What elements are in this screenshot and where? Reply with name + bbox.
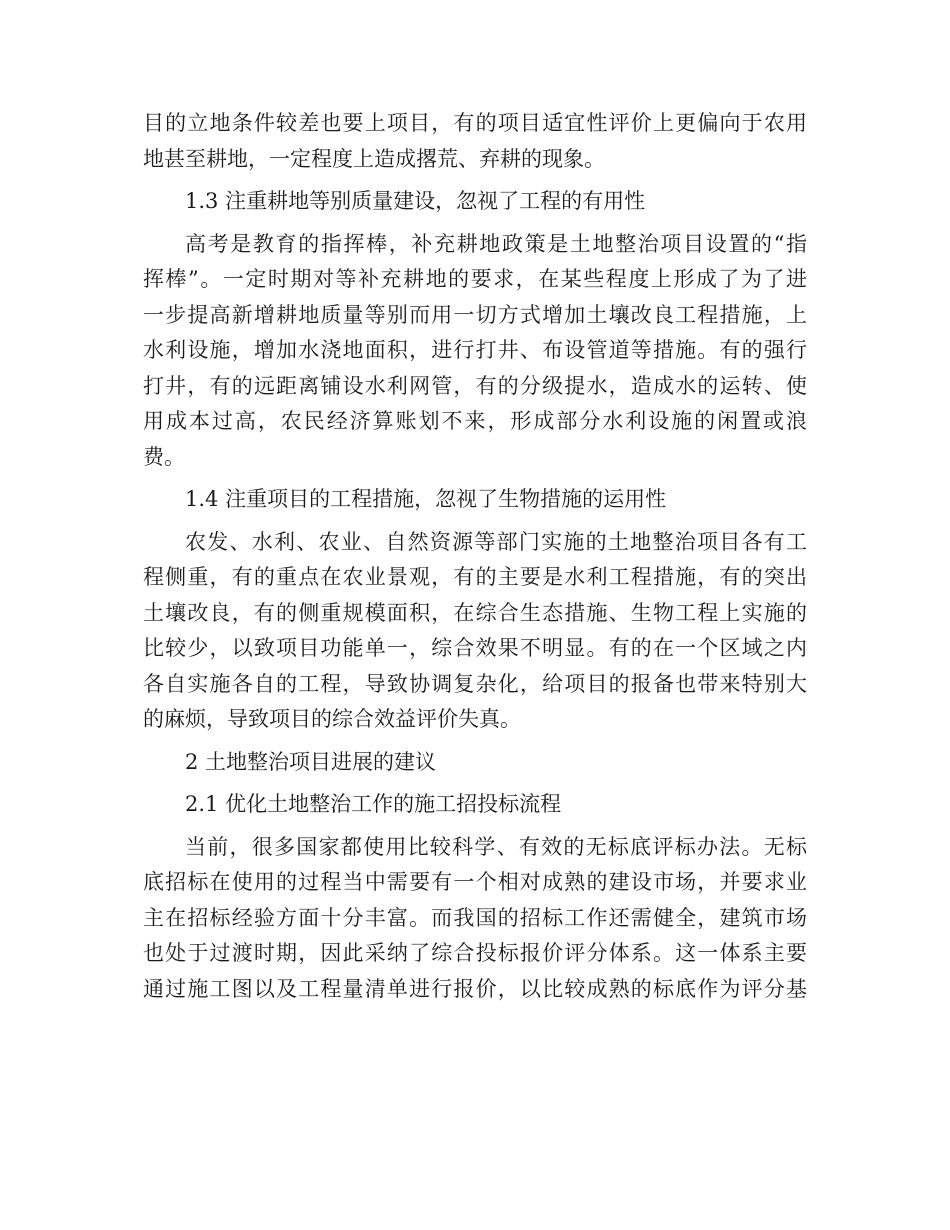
text-line: 通过施工图以及工程量清单进行报价，以比较成熟的标底作为评分基 [143,976,807,1001]
paragraph-2-1 [143,830,807,1008]
text-line: 高考是教育的指挥棒，补充耕地政策是土地整治项目设置的“指 [185,231,807,256]
text-line: 目的立地条件较差也要上项目，有的项目适宜性评价上更偏向于农用 [143,111,807,135]
text-line: 挥棒”。一定时期对等补充耕地的要求，在某些程度上形成了为了进 [143,267,807,291]
text-line: 土壤改良，有的侧重规模面积，在综合生态措施、生物工程上实施的 [143,600,807,625]
text-line: 各自实施各自的工程，导致协调复杂化，给项目的报备也带来特别大 [143,671,807,696]
text-line: 农发、水利、农业、自然资源等部门实施的土地整治项目各有工 [185,529,807,554]
section-heading-2-1: 2.1 优化土地整治工作的施工招投标流程 [185,792,562,816]
paragraph-0 [143,106,807,177]
text-line: 打井，有的远距离铺设水利网管，有的分级提水，造成水的运转、使 [143,373,807,398]
text-line: 当前，很多国家都使用比较科学、有效的无标底评标办法。无标 [185,834,807,859]
text-line: 程侧重，有的重点在农业景观，有的主要是水利工程措施，有的突出 [143,565,807,589]
text-line: 主在招标经验方面十分丰富。而我国的招标工作还需健全，建筑市场 [143,905,807,930]
section-heading-1-4: 1.4 注重项目的工程措施，忽视了生物措施的运用性 [185,487,667,511]
text-line: 比较少，以致项目功能单一，综合效果不明显。有的在一个区域之内 [143,636,807,660]
text-line: 费。 [143,444,185,469]
text-line: 也处于过渡时期，因此采纳了综合投标报价评分体系。这一体系主要 [143,941,807,965]
paragraph-1-4 [143,525,807,738]
document-body [143,106,807,1007]
text-line: 的麻烦，导致项目的综合效益评价失真。 [143,707,521,731]
text-line: 地甚至耕地，一定程度上造成撂荒、弃耕的现象。 [143,146,605,171]
section-heading-2: 2 土地整治项目进展的建议 [185,749,437,774]
text-line: 底招标在使用的过程当中需要有一个相对成熟的建设市场，并要求业 [143,870,807,894]
section-heading-1-3: 1.3 注重耕地等别质量建设，忽视了工程的有用性 [185,189,646,213]
text-line: 一步提高新增耕地质量等别而用一切方式增加土壤改良工程措施，上 [143,302,807,327]
text-line: 用成本过高，农民经济算账划不来，形成部分水利设施的闲置或浪 [143,409,807,433]
text-line: 水利设施，增加水浇地面积，进行打井、布设管道等措施。有的强行 [143,338,807,362]
paragraph-1-3 [143,227,807,476]
